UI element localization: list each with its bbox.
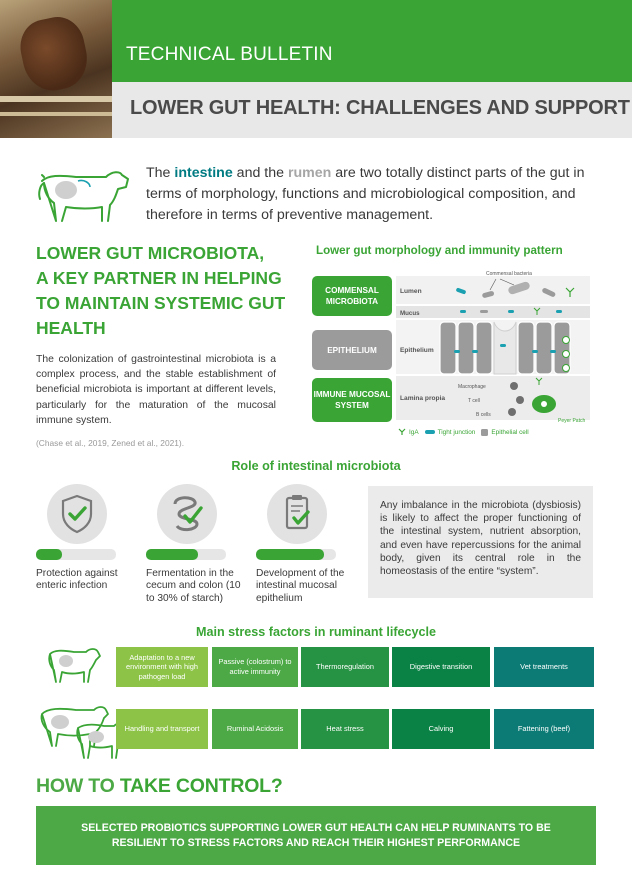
probiotics-banner — [36, 806, 596, 865]
peyer-patch-label: Peyer Patch — [558, 418, 586, 424]
stress-factor-vet-treatments: Vet treatments — [494, 647, 594, 687]
label-epithelium: EPITHELIUM — [312, 330, 392, 370]
protection-progress-bar — [36, 549, 116, 560]
clipboard-check-icon — [267, 484, 327, 544]
rumen-highlight: rumen — [287, 165, 332, 181]
role-heading: Role of intestinal microbiota — [231, 459, 401, 473]
development-progress-bar — [256, 549, 336, 560]
legend-epithelial-cell — [481, 429, 528, 436]
intro-text-part: and the — [232, 165, 288, 181]
heading-line: A KEY PARTNER IN HELPING — [36, 268, 282, 288]
fermentation-progress-bar — [146, 549, 226, 560]
label-commensal-microbiota: COMMENSAL MICROBIOTA — [312, 276, 392, 316]
stress-factor-digestive-transition: Digestive transition — [392, 647, 490, 687]
role-label-development: Development of the intestinal mucosal epithelium — [256, 568, 345, 604]
progress-fill — [256, 549, 324, 560]
heading-line: HEALTH — [36, 318, 106, 338]
intestine-check-icon — [157, 484, 217, 544]
cow-photo — [15, 12, 93, 96]
lumen-label: Lumen — [400, 288, 422, 295]
bulletin-label: TECHNICAL BULLETIN — [126, 44, 333, 65]
shield-check-icon — [47, 484, 107, 544]
header-photo — [0, 0, 112, 138]
banner-text: SELECTED PROBIOTICS SUPPORTING LOWER GUT HEALTH CAN HELP RUMINANTS TO BE RESILIENT TO STRESS FACTORS AND REACH THEIR HIGHEST PERFORMANCE — [81, 822, 551, 849]
progress-fill — [146, 549, 198, 560]
stress-factor-thermoregulation: Thermoregulation — [301, 647, 389, 687]
t-cell-label: T cell — [468, 398, 480, 404]
stress-heading: Main stress factors in ruminant lifecycle — [195, 625, 437, 639]
stress-factor-adaptation: Adaptation to a new environment with high pathogen load — [116, 647, 208, 687]
epithelial-cell-icon — [481, 429, 488, 436]
intro-text-part: The — [146, 165, 175, 181]
calf-icon — [44, 644, 104, 684]
fence-rail — [0, 112, 112, 116]
lumen-layer — [396, 276, 590, 304]
dysbiosis-box: Any imbalance in the microbiota (dysbiosis) is likely to affect the proper functioning of the intestinal system, nutrient absorption, and even have repercussions for the animal body, given its central role in the homeostasis of the entire “system”. — [368, 486, 593, 598]
page-title: LOWER GUT HEALTH: CHALLENGES AND SUPPORT — [130, 97, 630, 119]
role-label-fermentation: Fermentation in the cecum and colon (10 to 30% of starch) — [146, 568, 241, 604]
stress-factor-fattening: Fattening (beef) — [494, 709, 594, 749]
microbiota-heading — [36, 241, 296, 341]
legend-label: IgA — [409, 428, 419, 436]
progress-fill — [36, 549, 62, 560]
role-label-protection: Protection against enteric infection — [36, 568, 118, 592]
role-item-protection — [36, 484, 146, 544]
intro-text-part: are two totally distinct parts of the gut in terms of morphology, functions and microbiological composition, and therefore in terms of preventive management. — [146, 165, 585, 223]
role-item-fermentation — [146, 484, 256, 544]
legend-iga — [398, 428, 419, 436]
legend-label: Tight junction — [437, 428, 476, 436]
diagram-title: Lower gut morphology and immunity pattern — [316, 244, 563, 257]
heading-line: LOWER GUT MICROBIOTA, — [36, 243, 265, 263]
header-grey-band — [112, 82, 632, 138]
take-control-heading — [36, 775, 283, 798]
macrophage-label: Macrophage — [458, 384, 486, 390]
legend-tight-junction — [425, 429, 476, 436]
b-cells-label: B cells — [476, 412, 491, 418]
role-item-development — [256, 484, 366, 544]
stress-factor-handling: Handling and transport — [116, 709, 208, 749]
heading-part: HOW TO — [36, 775, 120, 797]
stress-factor-passive-immunity: Passive (colostrum) to active immunity — [212, 647, 298, 687]
mucus-label: Mucus — [400, 310, 420, 317]
epithelium-label: Epithelium — [400, 347, 434, 354]
stress-factor-ruminal-acidosis: Ruminal Acidosis — [212, 709, 298, 749]
cow-icon — [36, 165, 132, 223]
heading-line: TO MAINTAIN SYSTEMIC GUT — [36, 293, 286, 313]
microbiota-body: The colonization of gastrointestinal microbiota is a complex process, and the stable establishment of beneficial microbiota is important at different levels, particularly for the maturation of the mucosal immune system. — [36, 354, 276, 426]
heading-part: TAKE CONTROL? — [119, 775, 283, 797]
diagram-legend — [398, 428, 529, 436]
commensal-bacteria-label: Commensal bacteria — [486, 271, 532, 277]
stress-factor-heat-stress: Heat stress — [301, 709, 389, 749]
label-immune-mucosal-system: IMMUNE MUCOSAL SYSTEM — [312, 378, 392, 422]
fence-rail — [0, 96, 112, 102]
intro-paragraph — [146, 163, 606, 226]
antibody-icon — [398, 428, 406, 436]
legend-label: Epithelial cell — [491, 428, 529, 436]
stress-factor-calving: Calving — [392, 709, 490, 749]
header-green-band — [112, 0, 632, 82]
lamina-propia-label: Lamina propia — [400, 395, 446, 402]
intestine-highlight: intestine — [174, 165, 233, 181]
references: (Chase et al., 2019, Zened et al., 2021). — [36, 438, 185, 448]
gut-diagram — [396, 271, 590, 426]
tight-junction-icon — [425, 429, 435, 435]
